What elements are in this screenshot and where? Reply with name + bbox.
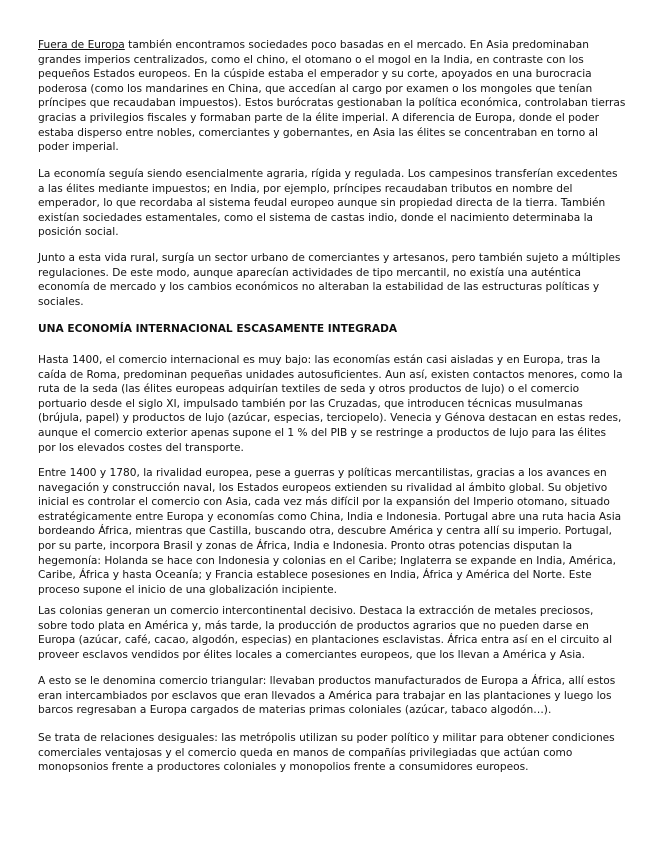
paragraph-outside-europe bbox=[38, 38, 626, 155]
paragraph-until-1400 bbox=[38, 353, 626, 455]
fuera-de-europa-link[interactable]: Fuera de Europa bbox=[38, 39, 125, 51]
paragraph-colonies bbox=[38, 604, 626, 662]
paragraph-6-text: Las colonias generan un comercio intercontinental decisivo. Destaca la extracción de metales preciosos, sobre todo plata en América y, más tarde, la producción de productos agrarios que no pueden darse en Europa (azúcar, café, cacao, algodón, especias) en plantaciones esclavistas. África entra así en el circuito al proveer esclavos vendidos por élites locales a comerciantes europeos, que los llevan a América y Asia. bbox=[38, 605, 613, 661]
paragraph-7-text: A esto se le denomina comercio triangular: llevaban productos manufacturados de Europa a África, allí estos eran intercambiados por esclavos que eran llevados a América para trabajar en las plantaciones y luego los barcos regresaban a Europa cargados de materias primas coloniales (azúcar, tabaco algodón…). bbox=[38, 675, 616, 717]
paragraph-triangular-trade bbox=[38, 674, 626, 718]
section-heading: UNA ECONOMÍA INTERNACIONAL ESCASAMENTE INTEGRADA bbox=[38, 323, 398, 335]
paragraph-1-text: también encontramos sociedades poco basadas en el mercado. En Asia predominaban grandes imperios centralizados, como el chino, el otomano o el mogol en la India, en contraste con los pequeños Estados europeos. En la cúspide estaba el emperador y su corte, apoyados en una burocracia poderosa (como los mandarines en China, que accedían al cargo por examen o los mongoles que tenían príncipes que recaudaban impuestos). Estos burócratas gestionaban la política económica, controlaban tierras gracias a privilegios fiscales y formaban parte de la élite imperial. A diferencia de Europa, donde el poder estaba disperso entre nobles, comerciantes y gobernantes, en Asia las élites se concentraban en torno al poder imperial. bbox=[38, 39, 626, 154]
paragraph-2-text: La economía seguía siendo esencialmente agraria, rígida y regulada. Los campesinos transferían excedentes a las élites mediante impuestos; en India, por ejemplo, príncipes recaudaban tributos en nombre del emperador, lo que recordaba al sistema feudal europeo aunque sin propiedad directa de la tierra. También existían sociedades estamentales, como el sistema de castas indio, donde el nacimiento determinaba la posición social. bbox=[38, 168, 618, 239]
paragraph-agrarian-economy bbox=[38, 167, 626, 240]
paragraph-8-text: Se trata de relaciones desiguales: las metrópolis utilizan su poder político y militar para obtener condiciones comerciales ventajosas y el comercio queda en manos de compañías privilegiadas que actúan como monopsonios frente a productores coloniales y monopolios frente a consumidores europeos. bbox=[38, 732, 615, 774]
paragraph-5-text: Entre 1400 y 1780, la rivalidad europea, pese a guerras y políticas mercantilistas, gracias a los avances en navegación y construcción naval, los Estados europeos extienden su rivalidad al ámbito global. Su objetivo inicial es controlar el comercio con Asia, cada vez más difícil por la expansión del Imperio otomano, situado estratégicamente entre Europa y economías como China, India e Indonesia. Portugal abre una ruta hacia Asia bordeando África, mientras que Castilla, buscando otra, descubre América y centra allí su imperio. Portugal, por su parte, incorpora Brasil y zonas de África, India e Indonesia. Pronto otras potencias disputan la hegemonía: Holanda se hace con Indonesia y colonias en el Caribe; Inglaterra se expande en India, América, Caribe, África y hasta Oceanía; y Francia establece posesiones en India, África y América del Norte. Este proceso supone el inicio de una globalización incipiente. bbox=[38, 467, 622, 596]
paragraph-1400-1780 bbox=[38, 466, 626, 597]
paragraph-urban-sector bbox=[38, 251, 626, 309]
paragraph-4-text: Hasta 1400, el comercio internacional es muy bajo: las economías están casi aisladas y en Europa, tras la caída de Roma, predominan pequeñas unidades autosuficientes. Aun así, existen contactos menores, como la ruta de la seda (las élites europeas adquirían textiles de seda y otros productos de lujo) o el comercio portuario desde el siglo XI, impulsado también por las Cruzadas, que introducen técnicas musulmanas (brújula, papel) y productos de lujo (azúcar, especias, terciopelo). Venecia y Génova destacan en estas redes, aunque el comercio exterior apenas supone el 1 % del PIB y se restringe a productos de lujo para las élites por los elevados costes del transporte. bbox=[38, 354, 623, 454]
paragraph-3-text: Junto a esta vida rural, surgía un sector urbano de comerciantes y artesanos, pero también sujeto a múltiples regulaciones. De este modo, aunque aparecían actividades de tipo mercantil, no existía una auténtica economía de mercado y los cambios económicos no alteraban la estabilidad de las estructuras políticas y sociales. bbox=[38, 252, 621, 308]
paragraph-unequal-relations bbox=[38, 731, 626, 775]
